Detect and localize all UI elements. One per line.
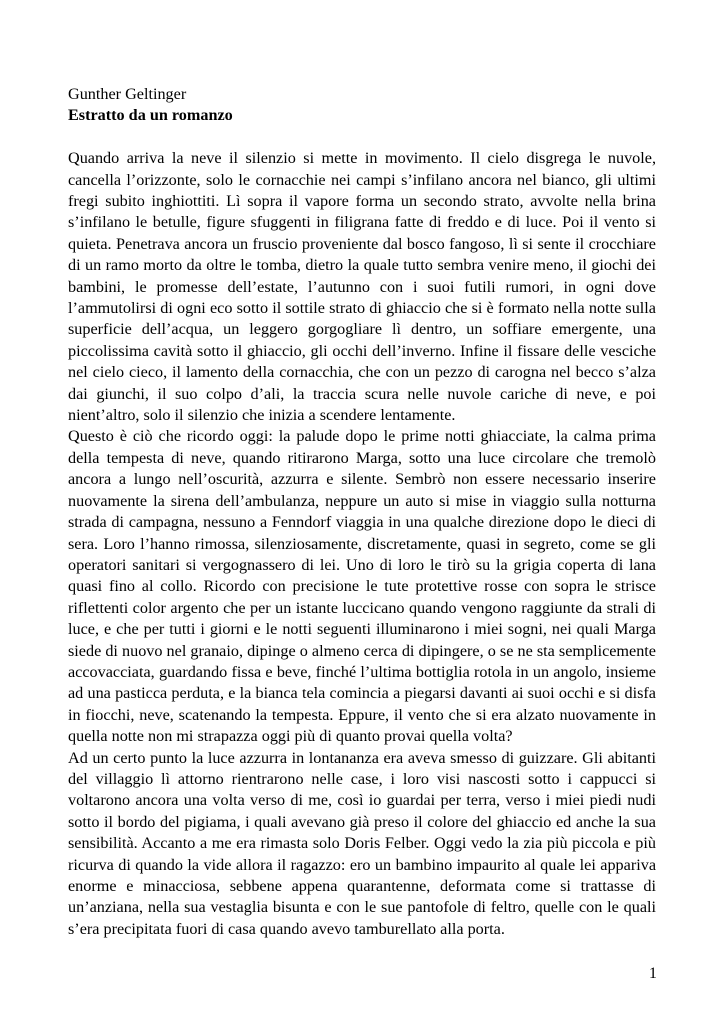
page-number: 1 (648, 964, 657, 982)
paragraph-1: Quando arriva la neve il silenzio si mette in movimento. Il cielo disgrega le nuvole, cancella l’orizzonte, solo le cornacchie nei campi s’infilano ancora nel bianco, gli ultimi fregi subito inghiottiti. Lì sopra il vapore forma un secondo strato, avvolte nella brina s’infilano le betulle, figure sfuggenti in filigrana fatte di freddo e di luce. Poi il vento si quieta. Penetrava ancora un fruscio proveniente dal bosco fangoso, lì si sente il crocchiare di un ramo morto da oltre le tomba, dietro la quale tutto sembra venire meno, il giochi dei bambini, le promesse dell’estate, l’autunno con i suoi futili rumori, in ogni dove l’ammutolirsi di ogni eco sotto il sottile strato di ghiaccio che si è formato nella notte sulla superficie dell’acqua, un leggero gorgogliare lì dentro, un soffiare emergente, una piccolissima cavità sotto il ghiaccio, gli occhi dell’inverno. Infine il fissare delle vesciche nel cielo cieco, il lamento della cornacchia, che con un pezzo di carogna nel becco s’alza dai giunchi, il suo colpo d’ali, la traccia scura nelle nuvole cariche di neve, e poi nient’altro, solo il silenzio che inizia a scendere lentamente. (68, 149, 656, 425)
author-name: Gunther Geltinger (68, 85, 187, 103)
paragraph-3: Ad un certo punto la luce azzurra in lontananza era aveva smesso di guizzare. Gli abitanti del villaggio lì attorno rientrarono nelle case, i loro visi nascosti sotto i cappucci si voltarono ancora una volta verso di me, così io guardai per terra, verso i miei piedi nudi sotto il bordo del pigiama, i quali avevano già preso il colore del ghiaccio ed anche la sua sensibilità. Accanto a me era rimasta solo Doris Felber. Oggi vedo la zia più piccola e più ricurva di quando la vide allora il ragazzo: ero un bambino impaurito al quale lei appariva enorme e minacciosa, sebbene appena quarantenne, deformata come si trattasse di un’anziana, nella sua vestaglia bisunta e con le sue pantofole di feltro, quelle con le quali s’era precipitata fuori di casa quando avevo tamburellato alla porta. (68, 748, 656, 938)
document-page (68, 84, 656, 940)
document-title: Estratto da un romanzo (68, 106, 233, 125)
paragraph-2: Questo è ciò che ricordo oggi: la palude dopo le prime notti ghiacciate, la calma prima della tempesta di neve, quando ritirarono Marga, sotto una luce circolare che tremolò ancora a lungo nell’oscurità, azzurra e silente. Sembrò non essere necessario inserire nuovamente la sirena dell’ambulanza, neppure un auto si mise in viaggio sulla notturna strada di campagna, nessuno a Fenndorf viaggia in una qualche direzione dopo le dieci di sera. Loro l’hanno rimossa, silenziosamente, discretamente, quasi in segreto, come se gli operatori sanitari si vergognassero di lei. Uno di loro le tirò su la grigia coperta di lana quasi fino al collo. Ricordo con precisione le tute protettive rosse con sopra le strisce riflettenti color argento che per un istante luccicano quando vengono raggiunte da strali di luce, e che per tutti i giorni e le notti seguenti illuminarono i miei sogni, nei quali Marga siede di nuovo nel granaio, dipinge o almeno cerca di dipingere, o se ne sta semplicemente accovacciata, guardando fissa e beve, finché l’ultima bottiglia rotola in un angolo, insieme ad una pasticca perduta, e la bianca tela comincia a piegarsi davanti ai suoi occhi e si disfa in fiocchi, neve, scatenando la tempesta. Eppure, il vento che si era alzato nuovamente in quella notte non mi strapazza oggi più di quanto provai quella volta? (68, 427, 656, 746)
